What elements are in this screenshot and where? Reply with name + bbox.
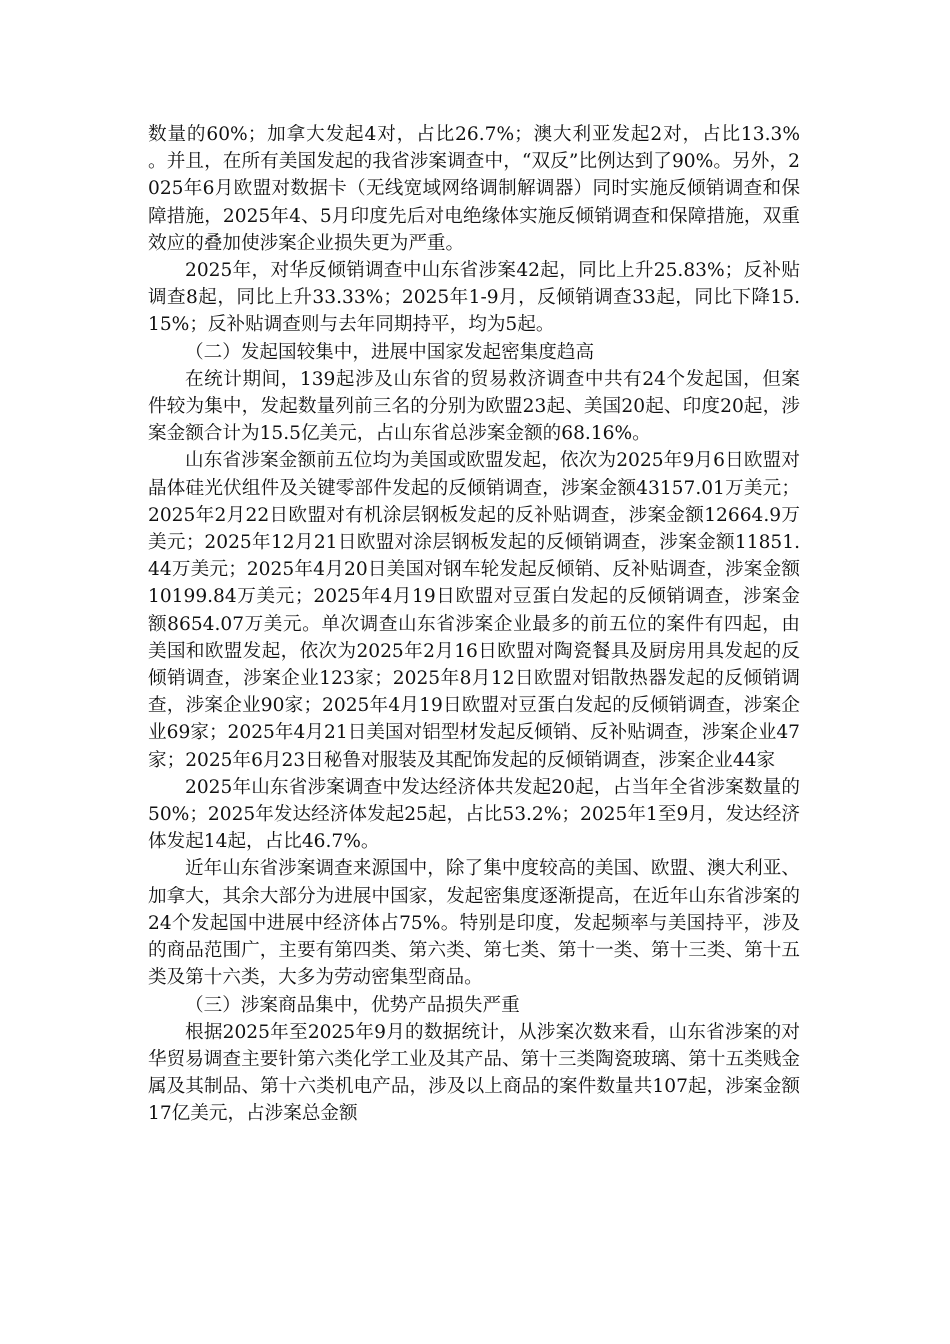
body-paragraph: 数量的60%；加拿大发起4对，占比26.7%；澳大利亚发起2对，占比13.3% 。并且，在所有美国发起的我省涉案调查中，“双反”比例达到了90%。另外，2025年6月欧盟对数据卡（无线宽域网络调制解调器）同时实施反倾销调查和保障措施，2025年4、5月印度先后对电绝缘体实施反倾销调查和保障措施，双重效应的叠加使涉案企业损失更为严重。 [148, 124, 800, 254]
body-paragraph: 在统计期间，139起涉及山东省的贸易救济调查中共有24个发起国，但案件较为集中，发起数量列前三名的分别为欧盟23起、美国20起、印度20起，涉案金额合计为15.5亿美元，占山东省总涉案金额的68.16%。 [148, 368, 800, 445]
section-heading: （二）发起国较集中，进展中国家发起密集度趋高 [185, 341, 595, 363]
body-paragraph: 2025年，对华反倾销调查中山东省涉案42起，同比上升25.83%；反补贴调查8起，同比上升33.33%；2025年1-9月，反倾销调查33起，同比下降15.15%；反补贴调查则与去年同期持平，均为5起。 [148, 260, 800, 336]
body-paragraph: 山东省涉案金额前五位均为美国或欧盟发起，依次为2025年9月6日欧盟对晶体硅光伏组件及关键零部件发起的反倾销调查，涉案金额43157.01万美元；2025年2月22日欧盟对有机涂层钢板发起的反补贴调查，涉案金额12664.9万美元；2025年12月21日欧盟对涂层钢板发起的反倾销调查，涉案金额11851.44万美元；2025年4月20日美国对钢车轮发起反倾销、反补贴调查，涉案金额10199.84万美元；2025年4月19日欧盟对豆蛋白发起的反倾销调查，涉案金额8654.07万美元。单次调查山东省涉案企业最多的前五位的案件有四起，由美国和欧盟发起，依次为2025年2月16日欧盟对陶瓷餐具及厨房用具发起的反倾销调查，涉案企业123家；2025年8月12日欧盟对铝散热器发起的反倾销调查，涉案企业90家；2025年4月19日欧盟对豆蛋白发起的反倾销调查，涉案企业69家；2025年4月21日美国对铝型材发起反倾销、反补贴调查，涉案企业47家；2025年6月23日秘鲁对服装及其配饰发起的反倾销调查，涉案企业44家 [148, 450, 800, 771]
document-body [148, 121, 800, 1128]
body-paragraph: 根据2025年至2025年9月的数据统计，从涉案次数来看，山东省涉案的对华贸易调查主要针第六类化学工业及其产品、第十三类陶瓷玻璃、第十五类贱金属及其制品、第十六类机电产品，涉及以上商品的案件数量共107起，涉案金额17亿美元，占涉案总金额 [148, 1021, 800, 1125]
section-heading: （三）涉案商品集中，优势产品损失严重 [185, 994, 520, 1016]
body-paragraph: 近年山东省涉案调查来源国中，除了集中度较高的美国、欧盟、澳大利亚、加拿大，其余大部分为进展中国家，发起密集度逐渐提高，在近年山东省涉案的24个发起国中进展中经济体占75%。特别是印度，发起频率与美国持平，涉及的商品范围广，主要有第四类、第六类、第七类、第十一类、第十三类、第十五类及第十六类，大多为劳动密集型商品。 [148, 858, 800, 989]
body-paragraph: 2025年山东省涉案调查中发达经济体共发起20起，占当年全省涉案数量的50%；2025年发达经济体发起25起，占比53.2%；2025年1至9月，发达经济体发起14起，占比46.7%。 [148, 776, 800, 853]
